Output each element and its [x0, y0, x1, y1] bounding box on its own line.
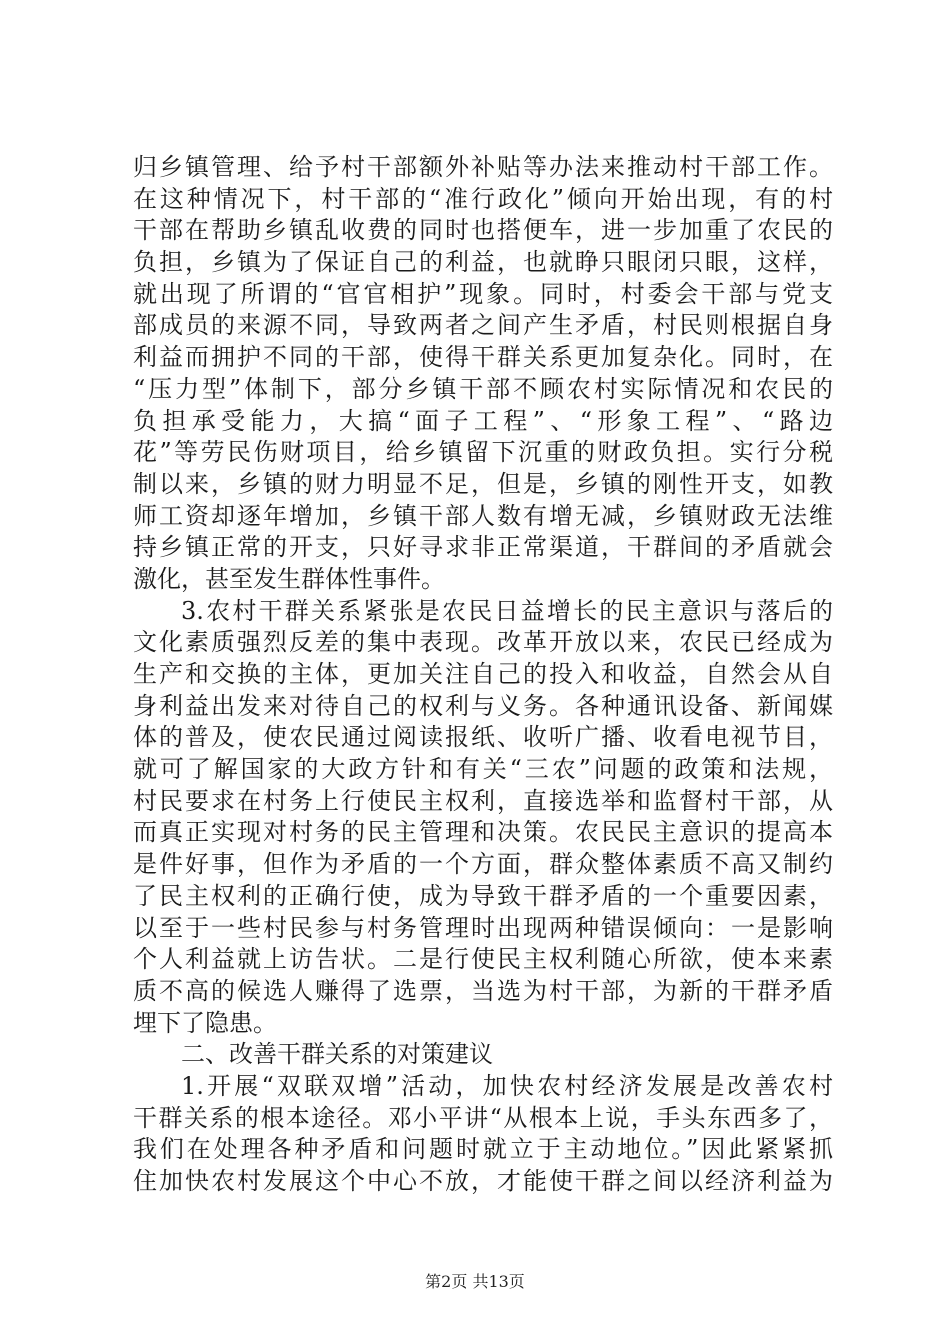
page-number-footer: 第2页 共13页: [425, 1272, 525, 1291]
text-line: 干群关系的根本途径。邓小平讲“从根本上说，手头东西多了，: [133, 1103, 833, 1132]
body-text: [133, 152, 833, 1198]
text-line: 体的普及，使农民通过阅读报纸、收听广播、收看电视节目，: [133, 723, 833, 752]
text-line: 归乡镇管理、给予村干部额外补贴等办法来推动村干部工作。: [133, 153, 833, 181]
text-line: 村民要求在村务上行使民主权利，直接选举和监督村干部，从: [133, 786, 833, 815]
text-line: 我们在处理各种矛盾和问题时就立于主动地位。”因此紧紧抓: [133, 1135, 833, 1164]
text-line: 持乡镇正常的开支，只好寻求非正常渠道，干群间的矛盾就会: [133, 533, 833, 562]
text-line: 住加快农村发展这个中心不放，才能使干群之间以经济利益为: [133, 1167, 833, 1195]
text-line: 在这种情况下，村干部的“准行政化”倾向开始出现，有的村: [133, 184, 833, 213]
text-line: “压力型”体制下，部分乡镇干部不顾农村实际情况和农民的: [133, 374, 833, 403]
text-line: 了民主权利的正确行使，成为导致干群矛盾的一个重要因素，: [133, 881, 833, 910]
text-line: 部成员的来源不同，导致两者之间产生矛盾，村民则根据自身: [133, 311, 833, 340]
text-line: 生产和交换的主体，更加关注自己的投入和收益，自然会从自: [133, 660, 833, 688]
text-line: 是件好事，但作为矛盾的一个方面，群众整体素质不高又制约: [133, 850, 833, 879]
text-line: 就可了解国家的大政方针和有关“三农”问题的政策和法规，: [133, 755, 833, 784]
text-line: 师工资却逐年增加，乡镇干部人数有增无减，乡镇财政无法维: [133, 501, 833, 530]
text-line: 制以来，乡镇的财力明显不足，但是，乡镇的刚性开支，如教: [133, 469, 833, 498]
text-line: 负担承受能力，大搞“面子工程”、“形象工程”、“路边: [133, 406, 833, 435]
text-line: 花”等劳民伤财项目，给乡镇留下沉重的财政负担。实行分税: [133, 438, 833, 467]
text-line: 1.开展“双联双增”活动，加快农村经济发展是改善农村: [181, 1071, 833, 1100]
text-line: 个人利益就上访告状。二是行使民主权利随心所欲，使本来素: [133, 945, 833, 974]
text-line: 干部在帮助乡镇乱收费的同时也搭便车，进一步加重了农民的: [133, 216, 833, 245]
text-line: 就出现了所谓的“官官相护”现象。同时，村委会干部与党支: [133, 279, 833, 308]
text-line: 质不高的候选人赚得了选票，当选为村干部，为新的干群矛盾: [133, 976, 833, 1005]
text-line: 负担，乡镇为了保证自己的利益，也就睁只眼闭只眼，这样，: [133, 248, 833, 277]
text-line: 身利益出发来对待自己的权利与义务。各种通讯设备、新闻媒: [133, 691, 833, 720]
text-line: 激化，甚至发生群体性事件。: [133, 564, 445, 593]
text-line: 而真正实现对村务的民主管理和决策。农民民主意识的提高本: [133, 818, 833, 847]
text-line: 埋下了隐患。: [133, 1008, 277, 1037]
text-line: 利益而拥护不同的干部，使得干群关系更加复杂化。同时，在: [133, 343, 833, 372]
text-line: 3.农村干群关系紧张是农民日益增长的民主意识与落后的: [181, 596, 833, 625]
text-line: 以至于一些村民参与村务管理时出现两种错误倾向：一是影响: [133, 913, 833, 942]
text-line: 文化素质强烈反差的集中表现。改革开放以来，农民已经成为: [133, 628, 833, 657]
section-heading: 二、改善干群关系的对策建议: [181, 1040, 493, 1069]
